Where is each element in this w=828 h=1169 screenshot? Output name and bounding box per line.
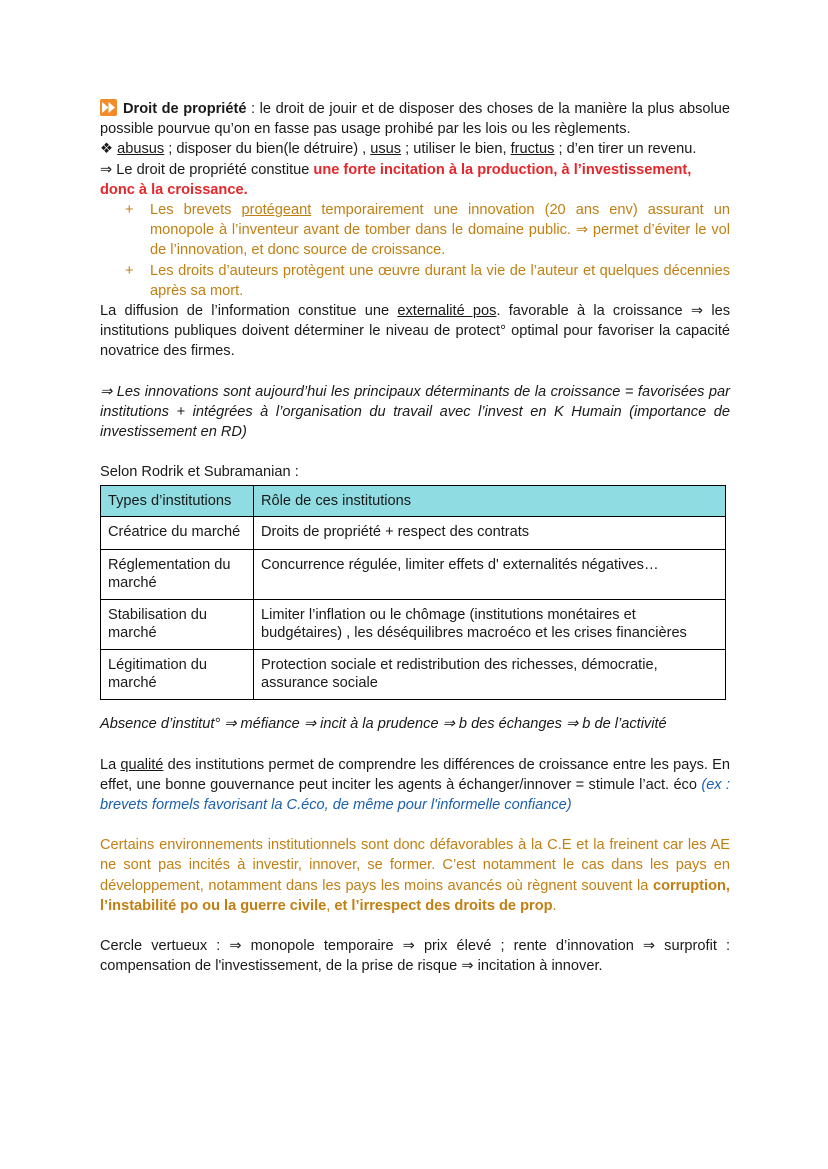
plus-bullet-icon: + <box>125 262 134 279</box>
quality-text: La <box>100 756 121 773</box>
unfavorable-emphasis-2: et l’irrespect des droits de prop <box>334 897 553 914</box>
quality-text-end: des institutions permet de comprendre les différences de croissance entre les pays. En effet, une bonne gouvernance peut inciter les agents à échanger/innover = stimule l’act. éco <box>100 756 730 793</box>
quality-term: qualité <box>120 756 164 773</box>
fructus-text: ; d’en tirer un revenu. <box>554 141 697 158</box>
table-cell-role: Droits de propriété + respect des contrats <box>254 517 726 550</box>
fructus-term: fructus <box>510 141 555 158</box>
table-header-row <box>101 486 726 517</box>
list-item <box>100 200 730 261</box>
absence-chain: Absence d’institut° ⇒ méfiance ⇒ incit à la prudence ⇒ b des échanges ⇒ b de l’activité <box>100 716 667 733</box>
property-attributes <box>100 139 730 159</box>
unfavorable-text: Certains environnements institutionnels sont donc défavorables à la C.E et la freinent car les AE ne sont pas incités à investir, innover, se former. C’est notamment le cas dans les pays en développement, notamment dans les pays les moins avancés où règnent souvent la <box>100 837 730 894</box>
table-header-cell: Rôle de ces institutions <box>254 486 726 517</box>
plus-bullet-icon: + <box>125 202 134 219</box>
quality-paragraph <box>100 755 730 816</box>
table-row <box>101 550 726 600</box>
incentive-emphasis: une forte incitation à la production, à l’investissement, donc à la croissance. <box>100 161 692 198</box>
diffusion-text: La diffusion de l’information constitue une <box>100 303 398 320</box>
table-row <box>101 517 726 550</box>
abusus-term: abusus <box>117 141 165 158</box>
usus-text: ; utiliser le bien, <box>401 141 511 158</box>
list-item-text: Les brevets <box>150 202 242 219</box>
unfavorable-emphasis: corruption, l’instabilité po ou la guerre civile <box>100 877 730 914</box>
protection-list <box>100 200 730 301</box>
list-item-text: Les droits d’auteurs protègent une œuvre durant la vie de l’auteur et quelques décennies après sa mort. <box>150 262 730 299</box>
table-row <box>101 600 726 650</box>
quality-example: (ex : brevets formels favorisant la C.éco, de même pour l'informelle confiance) <box>100 776 731 814</box>
table-cell-type: Légitimation du marché <box>101 650 254 700</box>
externality-term: externalité pos <box>397 303 497 320</box>
unfavorable-end: . <box>552 897 557 914</box>
list-item-underlined: protégeant <box>241 202 312 219</box>
diamond-bullet-icon: ❖ <box>100 141 114 158</box>
table-cell-type: Stabilisation du marché <box>101 600 254 650</box>
abusus-text: ; disposer du bien(le détruire) , <box>164 141 371 158</box>
usus-term: usus <box>370 141 402 158</box>
unfavorable-separator: , <box>326 897 335 914</box>
diffusion-text-end: . favorable à la croissance ⇒ les institutions publiques doivent déterminer le niveau de protect° optimal pour favoriser la capacité novatrice des firmes. <box>100 303 731 360</box>
table-cell-type: Réglementation du marché <box>101 550 254 600</box>
list-item <box>100 261 730 301</box>
table-row <box>101 650 726 700</box>
section-title: Droit de propriété <box>123 101 247 117</box>
innovations-note: ⇒ Les innovations sont aujourd’hui les principaux déterminants de la croissance = favorisées par institutions + intégrées à l’organisation du travail avec l’invest en K Humain (importance de investissement en RD) <box>100 383 730 441</box>
table-intro: Selon Rodrik et Subramanian : <box>100 464 299 481</box>
table-cell-role: Concurrence régulée, limiter effets d' externalités négatives… <box>254 550 726 600</box>
table-cell-type: Créatrice du marché <box>101 517 254 550</box>
list-item-text-end: temporairement une innovation (20 ans env) assurant un monopole à l’inventeur avant de tomber dans le domaine public. ⇒ permet d’éviter le vol de l’innovation, et donc source de croissance. <box>150 202 730 259</box>
institutions-table <box>100 485 726 700</box>
property-right-definition <box>100 99 730 139</box>
definition-text: : le droit de jouir et de disposer des choses de la manière la plus absolue possible pourvue qu’on en fasse pas usage prohibé par les lois ou les règlements. <box>100 101 731 138</box>
table-cell-role: Protection sociale et redistribution des richesses, démocratie, assurance sociale <box>254 650 726 700</box>
incentive-prefix: ⇒ Le droit de propriété constitue <box>100 161 314 178</box>
incentive-statement <box>100 160 730 200</box>
fast-forward-icon <box>100 99 117 116</box>
table-header-cell: Types d’institutions <box>101 486 254 517</box>
document-content <box>100 99 730 976</box>
virtuous-circle: Cercle vertueux : ⇒ monopole temporaire ⇒ prix élevé ; rente d’innovation ⇒ surprofit : compensation de l'investissement, de la prise de risque ⇒ incitation à innover. <box>100 938 730 975</box>
unfavorable-paragraph <box>100 835 730 916</box>
table-cell-role: Limiter l’inflation ou le chômage (institutions monétaires et budgétaires) , les déséquilibres macroéco et les crises financières <box>254 600 726 650</box>
diffusion-paragraph <box>100 301 730 362</box>
